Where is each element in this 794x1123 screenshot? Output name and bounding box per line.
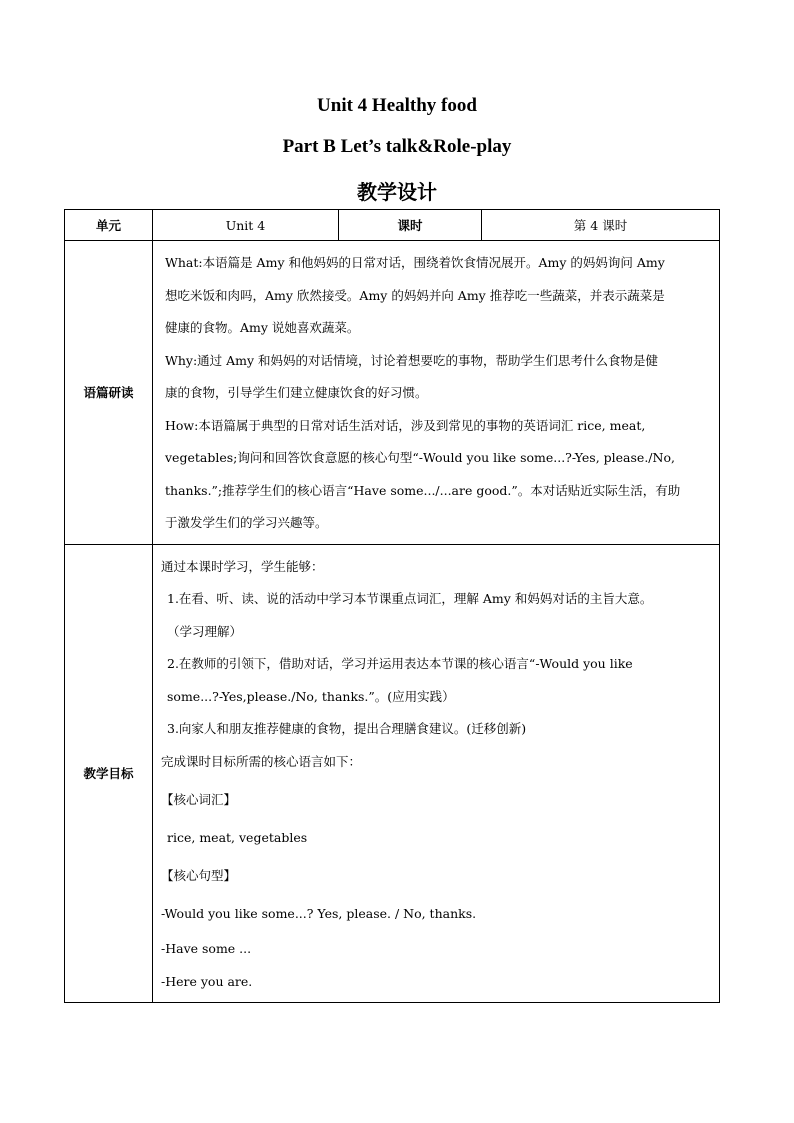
header-row (65, 210, 720, 241)
period-value: 第 4 课时 (482, 210, 720, 241)
unit-label: 单元 (65, 210, 153, 241)
analysis-line: 健康的食物。Amy 说她喜欢蔬菜。 (165, 320, 360, 335)
doc-subtitle: Part B Let’s talk&Role-play (282, 136, 512, 157)
goals-intro: 通过本课时学习，学生能够： (161, 558, 324, 574)
analysis-line: Why:通过 Amy 和妈妈的对话情境，讨论着想要吃的事物，帮助学生们思考什么食物是健 (165, 352, 659, 368)
vocab-list: rice, meat, vegetables (167, 830, 308, 845)
goals-content (153, 544, 720, 1003)
sentence-item: -Here you are. (161, 974, 253, 989)
sentence-item: -Would you like some...? Yes, please. / No, thanks. (161, 906, 477, 921)
goal-item: 3.向家人和朋友推荐健康的食物，提出合理膳食建议。(迁移创新) (167, 721, 527, 736)
goal-item: 1.在看、听、读、说的活动中学习本节课重点词汇，理解 Amy 和妈妈对话的主旨大意。 (167, 591, 653, 606)
goals-row (65, 544, 720, 1003)
core-intro: 完成课时目标所需的核心语言如下： (161, 753, 362, 769)
unit-value: Unit 4 (153, 210, 339, 241)
goal-item: some...?-Yes,please./No, thanks.”。(应用实践） (167, 688, 455, 704)
doc-title: Unit 4 Healthy food (317, 95, 477, 116)
analysis-line: thanks.”;推荐学生们的核心语言“Have some.../...are good.”。本对话贴近实际生活，有助 (165, 482, 681, 498)
sentence-heading: 【核心句型】 (161, 868, 237, 883)
analysis-line: How:本语篇属于典型的日常对话生活对话，涉及到常见的事物的英语词汇 rice, meat, (165, 417, 646, 433)
sentence-item: -Have some ... (161, 941, 252, 956)
analysis-line: 想吃米饭和肉吗，Amy 欣然接受。Amy 的妈妈并向 Amy 推荐吃一些蔬菜，并表示蔬菜是 (165, 287, 665, 303)
goals-label: 教学目标 (65, 544, 153, 1003)
vocab-heading: 【核心词汇】 (161, 792, 237, 807)
analysis-row (65, 241, 720, 545)
period-label: 课时 (339, 210, 482, 241)
analysis-line: 康的食物，引导学生们建立健康饮食的好习惯。 (165, 385, 428, 400)
goal-item: 2.在教师的引领下，借助对话，学习并运用表达本节课的核心语言“-Would you like (167, 656, 633, 671)
analysis-label: 语篇研读 (65, 241, 153, 545)
doc-heading: 教学设计 (357, 180, 437, 204)
analysis-line: vegetables;询问和回答饮食意愿的核心句型“-Would you like some...?-Yes, please./No, (165, 450, 675, 465)
goal-item: （学习理解） (167, 623, 243, 639)
analysis-content (153, 241, 720, 545)
analysis-line: What:本语篇是 Amy 和他妈妈的日常对话，围绕着饮食情况展开。Amy 的妈妈询问 Amy (165, 255, 665, 270)
analysis-line: 于激发学生们的学习兴趣等。 (165, 515, 328, 530)
lesson-plan-table (64, 209, 720, 1003)
